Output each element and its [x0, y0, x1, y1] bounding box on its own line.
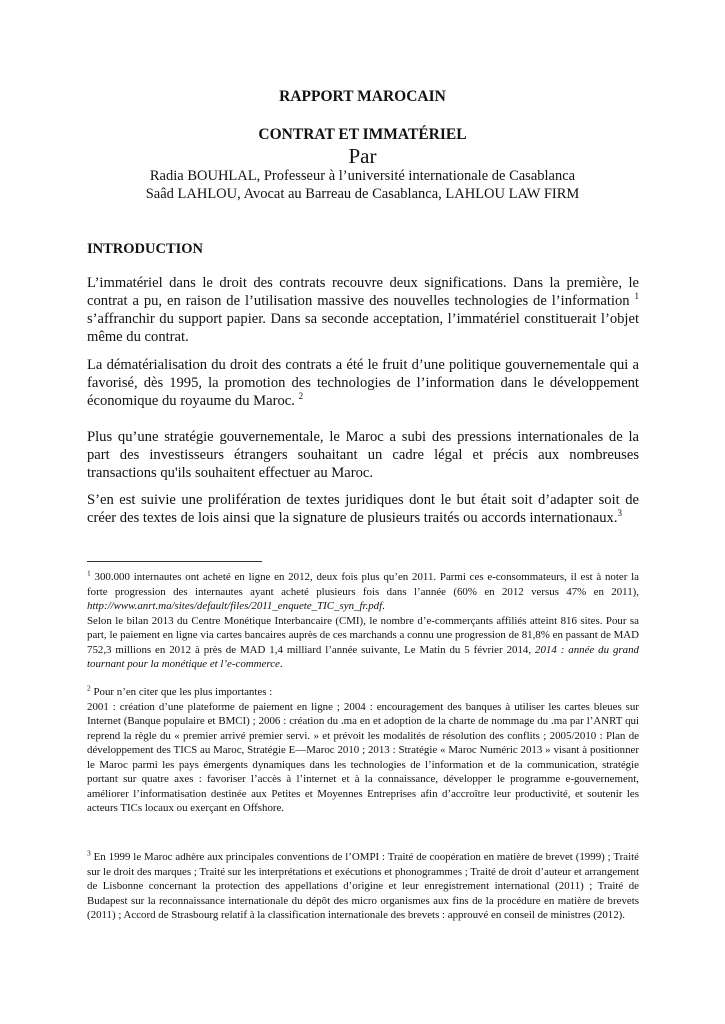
paragraph-2-text: La dématérialisation du droit des contrats a été le fruit d’une politique gouvernementale qui a favorisé, dès 1995, la promotion des technologies de l’information dans le développement économique du royaume du Maroc. — [87, 357, 639, 409]
footnote-1-article-title: 2014 : année du grand tournant pour la monétique et l’e-commerce — [87, 643, 639, 670]
report-subtitle: CONTRAT ET IMMATÉRIEL — [258, 126, 467, 143]
paragraph-3: Plus qu’une stratégie gouvernementale, le Maroc a subi des pressions internationales de la part des investisseurs étrangers souhaitant un cadre légal et précis aux nombreuses transactions qu'ils souhaitent effectuer au Maroc. — [87, 429, 639, 481]
footnote-2 — [87, 685, 639, 816]
footnote-3-text: En 1999 le Maroc adhère aux principales conventions de l’OMPI : Traité de coopération en matière de brevet (1999) ; Traité sur le droit des marques ; Traité sur les interprétations et exécutions et phonogrammes ; Traité de droit d’auteur et arrangement de Lisbonne concernant la protection des appellations d’origine et leur enregistrement international (2011) ; Traité de Budapest sur la reconnaissance internationale du dépôt des micro organismes aux fins de la procédure en matière de brevets (2011) ; Accord de Strasbourg relatif à la classification internationale des brevets : approuvé en conseil de ministres (2012). — [87, 851, 639, 921]
author-1: Radia BOUHLAL, Professeur à l’université internationale de Casablanca — [149, 168, 576, 184]
footnote-3 — [87, 850, 639, 923]
footnote-ref-1[interactable]: 1 — [634, 291, 639, 302]
footnote-ref-3[interactable]: 3 — [617, 508, 622, 519]
footnote-2-intro: Pour n’en citer que les plus importantes : — [90, 686, 273, 698]
footnote-1-link[interactable]: http://www.anrt.ma/sites/default/files/2011_enquete_TIC_syn_fr.pdf — [87, 600, 383, 612]
by-line: Par — [348, 144, 377, 168]
footnote-2-number: 2 — [87, 683, 91, 693]
footnote-1-text-c: Selon le bilan 2013 du Centre Monétique Interbancaire (CMI), le nombre d’e-commerçants affiliés atteint 816 sites. Pour sa part, le paiement en ligne via cartes bancaires auprès de ces marchands a connu une progression de 81,8% en passant de MAD 752,3 millions en 2012 à près de MAD 1,4 milliard l’année suivante, Le Matin du 5 février 2014, — [87, 614, 639, 656]
paragraph-4-text: S’en est suivie une prolifération de textes juridiques dont le but était soit d’adapter soit de créer des textes de lois ainsi que la signature de plusieurs traités ou accords internationaux. — [87, 492, 639, 526]
footnote-1 — [87, 570, 639, 672]
footnote-1-text-a: 300.000 internautes ont acheté en ligne en 2012, deux fois plus qu’en 2011. Parmi ces e-consommateurs, il est à noter la forte progression des internautes ayant acheté plusieurs fois dans l’année (60% en 2012 versus 47% en 2011), — [87, 571, 639, 598]
footnote-2-body: 2001 : création d’une plateforme de paiement en ligne ; 2004 : encouragement des banques à utiliser les cartes bleues sur Internet (Banque populaire et BMCI) ; 2006 : création du .ma en et adoption de la charte de nommage du .ma par l’ANRT qui reprend la règle du « premier arrivé premier servi. » et prévoit les modalités de résolution des conflits ; 2005/2010 : Plan de développement des TICS au Maroc, Stratégie E—Maroc 2010 ; 2013 : Stratégie « Maroc Numéric 2013 » visant à positionner le Maroc parmi les pays émergents dynamiques dans les technologies de l’information et de la communication, stratégie portant sur quatre axes : favoriser l’accès à l’internet et à la connaissance, développer le programme e-gouvernement, améliorer l’informatisation destinée aux Petites et Moyennes Entreprises afin d’accroître leur productivité, et soutenir les acteurs TICs locaux ou exerçant en Offshore. — [87, 700, 639, 814]
paragraph-2 — [87, 356, 639, 410]
paragraph-1 — [87, 274, 639, 346]
footnote-3-number: 3 — [87, 848, 91, 858]
footnote-1-number: 1 — [87, 568, 91, 578]
paragraph-4 — [87, 491, 639, 527]
footnote-1-text-b: . — [382, 600, 385, 612]
paragraph-1-part-b: s’affranchir du support papier. Dans sa seconde acceptation, l’immatériel constituerait l’objet même du contrat. — [87, 311, 639, 345]
section-heading: INTRODUCTION — [87, 241, 204, 257]
footnote-1-text-e: . — [279, 658, 283, 670]
author-2: Saâd LAHLOU, Avocat au Barreau de Casablanca, LAHLOU LAW FIRM — [145, 186, 580, 202]
report-title: RAPPORT MAROCAIN — [279, 88, 446, 105]
footnote-separator — [87, 561, 262, 562]
footnote-ref-2[interactable]: 2 — [298, 391, 304, 402]
paragraph-1-part-a: L’immatériel dans le droit des contrats recouvre deux significations. Dans la première, le contrat a pu, en raison de l’utilisation massive des nouvelles technologies de l’information — [87, 275, 639, 309]
